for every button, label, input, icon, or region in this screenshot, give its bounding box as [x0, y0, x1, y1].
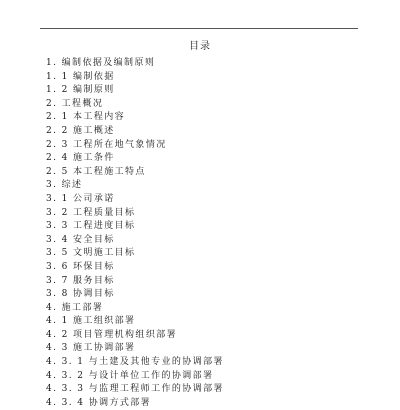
- toc-entry-3-6: 3. 6 环保目标: [46, 261, 115, 272]
- toc-entry-3-7: 3. 7 服务目标: [46, 275, 115, 286]
- toc-entry-2: 2. 工程概况: [46, 98, 104, 109]
- page-title: 目录: [189, 41, 211, 52]
- toc-entry-1: 1. 编制依据及编制原则: [46, 58, 156, 68]
- toc-entry-4-3-3: 4. 3. 3 与监理工程师工作的协调部署: [46, 384, 224, 395]
- toc-entry-3-3: 3. 3 工程进度目标: [46, 221, 136, 232]
- toc-entry-4-3-4: 4. 3. 4 协调方式部署: [46, 397, 152, 408]
- toc-entry-4-2: 4. 2 项目管理机构组织部署: [46, 329, 178, 340]
- toc-entry-3: 3. 综述: [46, 180, 83, 191]
- toc-entry-4-3: 4. 3 施工协调部署: [46, 343, 136, 354]
- toc-entry-2-2: 2. 2 施工概述: [46, 125, 115, 136]
- toc-entry-2-3: 2. 3 工程所在地气象情况: [46, 139, 167, 150]
- toc-entry-3-8: 3. 8 协调目标: [46, 289, 115, 300]
- toc-entry-3-2: 3. 2 工程质量目标: [46, 207, 136, 218]
- toc-entry-2-1: 2. 1 本工程内容: [46, 112, 126, 123]
- toc-entry-3-4: 3. 4 安全目标: [46, 234, 115, 245]
- toc-entry-2-5: 2. 5 本工程施工特点: [46, 166, 146, 177]
- toc-entry-4-1: 4. 1 施工组织部署: [46, 316, 136, 327]
- table-of-contents: [46, 57, 224, 410]
- toc-entry-3-1: 3. 1 公司承诺: [46, 193, 115, 204]
- toc-entry-2-4: 2. 4 施工条件: [46, 153, 115, 164]
- toc-entry-4-3-2: 4. 3. 2 与设计单位工作的协调部署: [46, 370, 214, 381]
- toc-entry-3-5: 3. 5 文明施工目标: [46, 248, 136, 259]
- header-rule: [40, 28, 358, 29]
- toc-entry-4-3-1: 4. 3. 1 与土建及其他专业的协调部署: [46, 357, 224, 368]
- toc-entry-4: 4. 施工部署: [46, 302, 104, 313]
- toc-entry-1-2: 1. 2 编制原则: [46, 85, 115, 96]
- toc-entry-1-1: 1. 1 编制依据: [46, 71, 115, 82]
